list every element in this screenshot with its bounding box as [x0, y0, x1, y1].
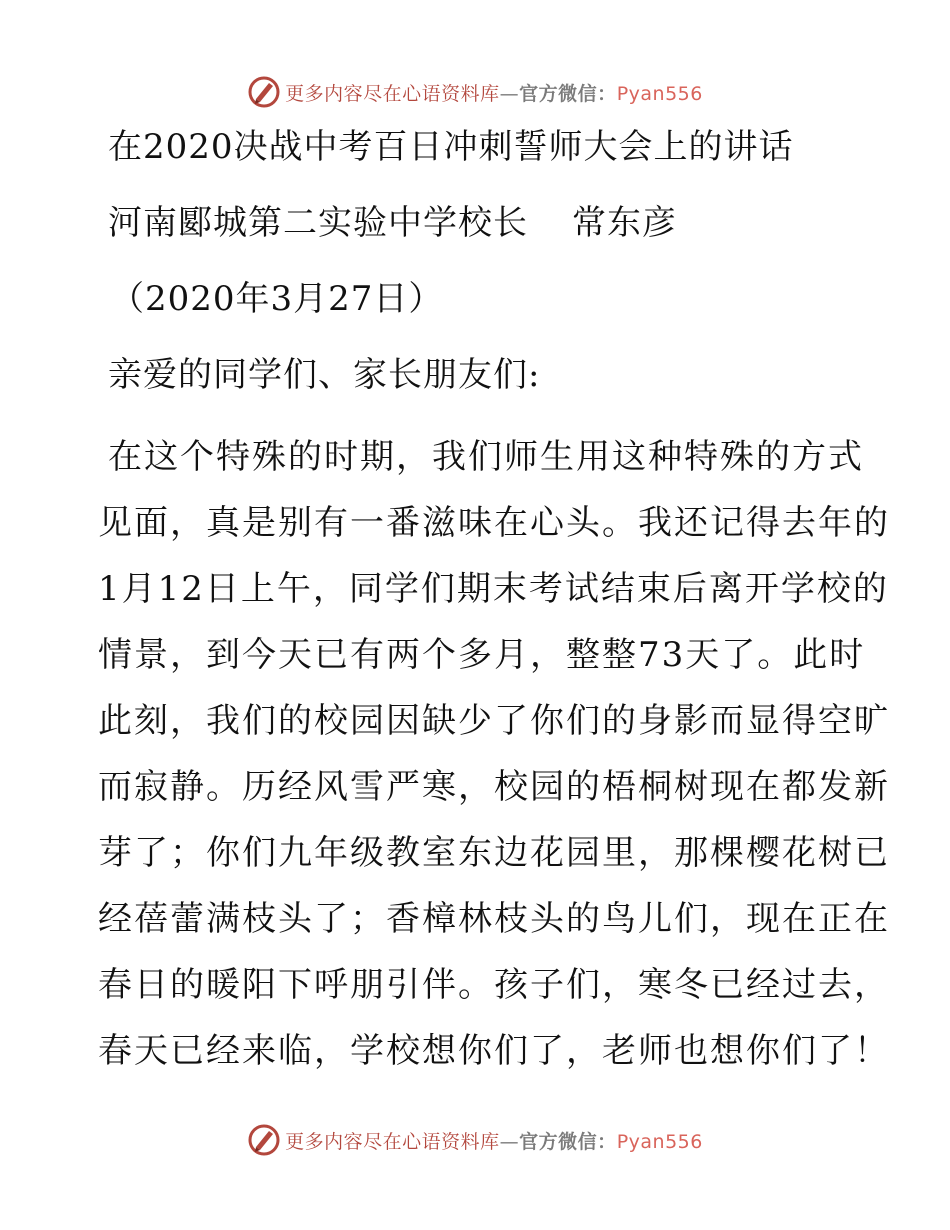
- body-paragraph: [98, 424, 890, 1084]
- paragraph-line: 见面，真是别有一番滋味在心头。我还记得去年的: [98, 503, 890, 543]
- paragraph-line: 而寂静。历经风雪严寒，校园的梧桐树现在都发新: [98, 767, 890, 807]
- paragraph-line: 芽了；你们九年级教室东边花园里，那棵樱花树已: [98, 833, 890, 873]
- paragraph-line: 1月12日上午，同学们期末考试结束后离开学校的: [98, 569, 889, 609]
- paragraph-line: 在这个特殊的时期，我们师生用这种特殊的方式: [108, 437, 864, 477]
- watermark-main: 更多内容尽在心语资料库: [285, 82, 500, 105]
- paragraph-line: 春天已经来临，学校想你们了，老师也想你们了！: [98, 1031, 890, 1071]
- author-line: [98, 196, 858, 251]
- pen-seal-icon: [247, 75, 281, 109]
- watermark-code: Pyan556: [616, 82, 703, 105]
- watermark-text: [285, 1127, 703, 1154]
- watermark-code: Pyan556: [616, 1130, 703, 1153]
- greeting: 亲爱的同学们、家长朋友们:: [108, 355, 541, 395]
- author-org: 河南郾城第二实验中学校长: [108, 203, 528, 243]
- watermark-label: 官方微信：: [519, 1130, 617, 1153]
- document-body: [98, 120, 890, 1084]
- paragraph-line: 春日的暖阳下呼朋引伴。孩子们，寒冬已经过去，: [98, 965, 890, 1005]
- author-name: 常东彦: [572, 203, 677, 243]
- header-watermark: [0, 72, 950, 112]
- footer-watermark: [0, 1120, 950, 1160]
- watermark-separator: —: [499, 1130, 520, 1153]
- speech-title: 在2020决战中考百日冲刺誓师大会上的讲话: [108, 127, 794, 167]
- pen-seal-icon: [247, 1123, 281, 1157]
- paragraph-line: 情景，到今天已有两个多月，整整73天了。此时: [98, 635, 866, 675]
- watermark-separator: —: [499, 82, 520, 105]
- paragraph-line: 此刻，我们的校园因缺少了你们的身影而显得空旷: [98, 701, 890, 741]
- watermark-main: 更多内容尽在心语资料库: [285, 1130, 500, 1153]
- watermark-label: 官方微信：: [519, 82, 617, 105]
- watermark-text: [285, 79, 703, 106]
- paragraph-line: 经蓓蕾满枝头了；香樟林枝头的鸟儿们，现在正在: [98, 899, 890, 939]
- speech-date: （2020年3月27日）: [110, 279, 444, 319]
